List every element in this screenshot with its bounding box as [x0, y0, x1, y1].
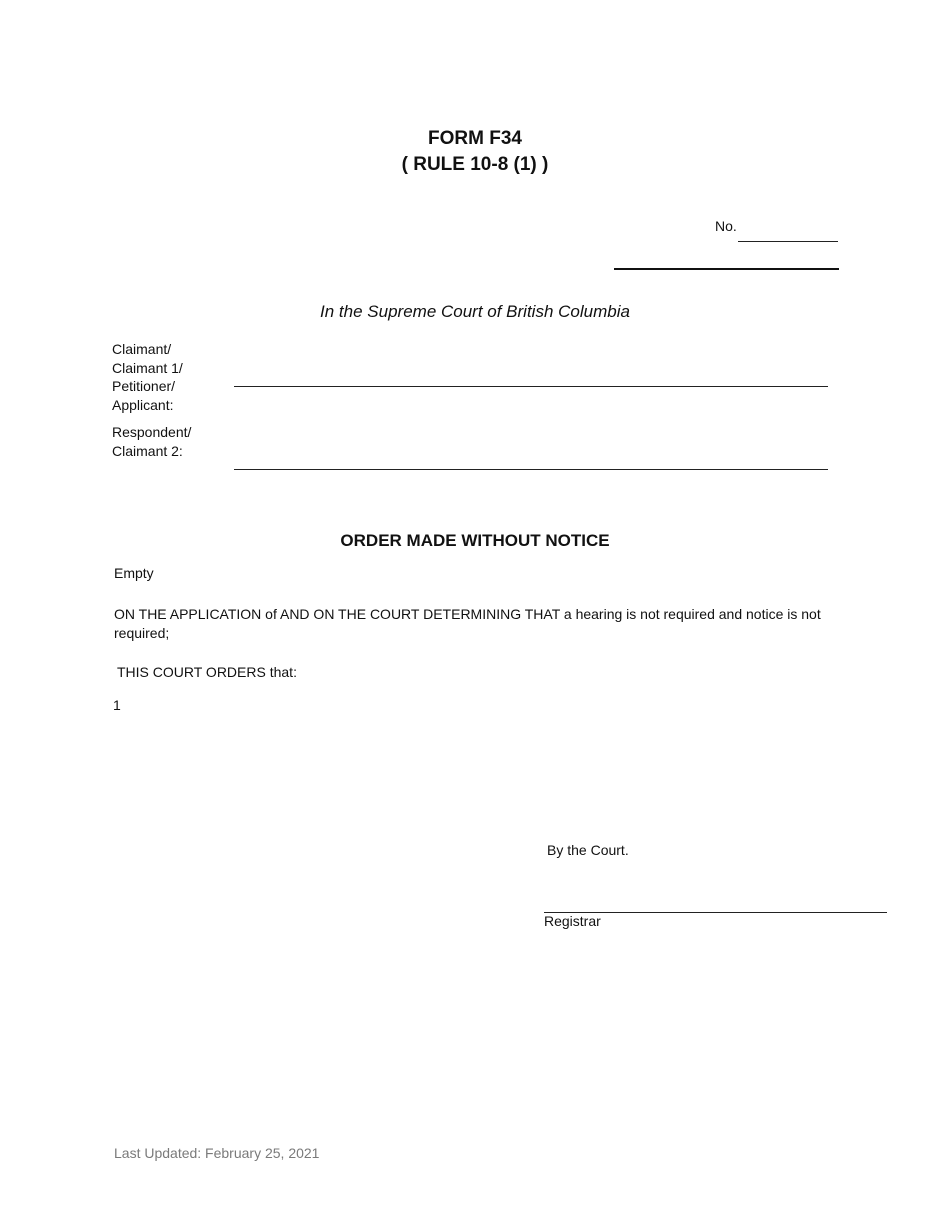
respondent-label-line: Respondent/ — [112, 424, 192, 440]
application-text-line: ON THE APPLICATION of AND ON THE COURT DETERMINING THAT a hearing is not required and notice is not — [114, 606, 821, 622]
order-item-number: 1 — [113, 697, 121, 713]
respondent-name-field[interactable] — [234, 469, 828, 470]
claimant-label-line: Petitioner/ — [112, 378, 176, 395]
registry-field[interactable] — [614, 268, 839, 270]
respondent-label — [112, 423, 191, 460]
respondent-label-line: Claimant 2: — [112, 442, 183, 459]
last-updated-footer: Last Updated: February 25, 2021 — [114, 1145, 320, 1161]
file-number-field[interactable] — [738, 241, 838, 242]
application-paragraph — [114, 605, 844, 643]
orders-intro: THIS COURT ORDERS that: — [117, 664, 297, 680]
claimant-label — [112, 340, 183, 415]
claimant-label-line: Claimant 1/ — [112, 359, 183, 376]
registrar-label: Registrar — [544, 913, 601, 929]
empty-placeholder: Empty — [114, 565, 154, 581]
court-name: In the Supreme Court of British Columbia — [320, 302, 630, 321]
claimant-label-line: Claimant/ — [112, 341, 172, 357]
rule-reference: ( RULE 10-8 (1) ) — [401, 154, 549, 175]
application-text-line: required; — [114, 625, 170, 641]
claimant-name-field[interactable] — [234, 386, 828, 387]
form-title: FORM F34 — [428, 128, 522, 149]
claimant-label-line: Applicant: — [112, 397, 174, 414]
file-number-label: No. — [715, 218, 737, 234]
by-the-court-text: By the Court. — [547, 842, 629, 858]
order-heading: ORDER MADE WITHOUT NOTICE — [340, 531, 610, 550]
